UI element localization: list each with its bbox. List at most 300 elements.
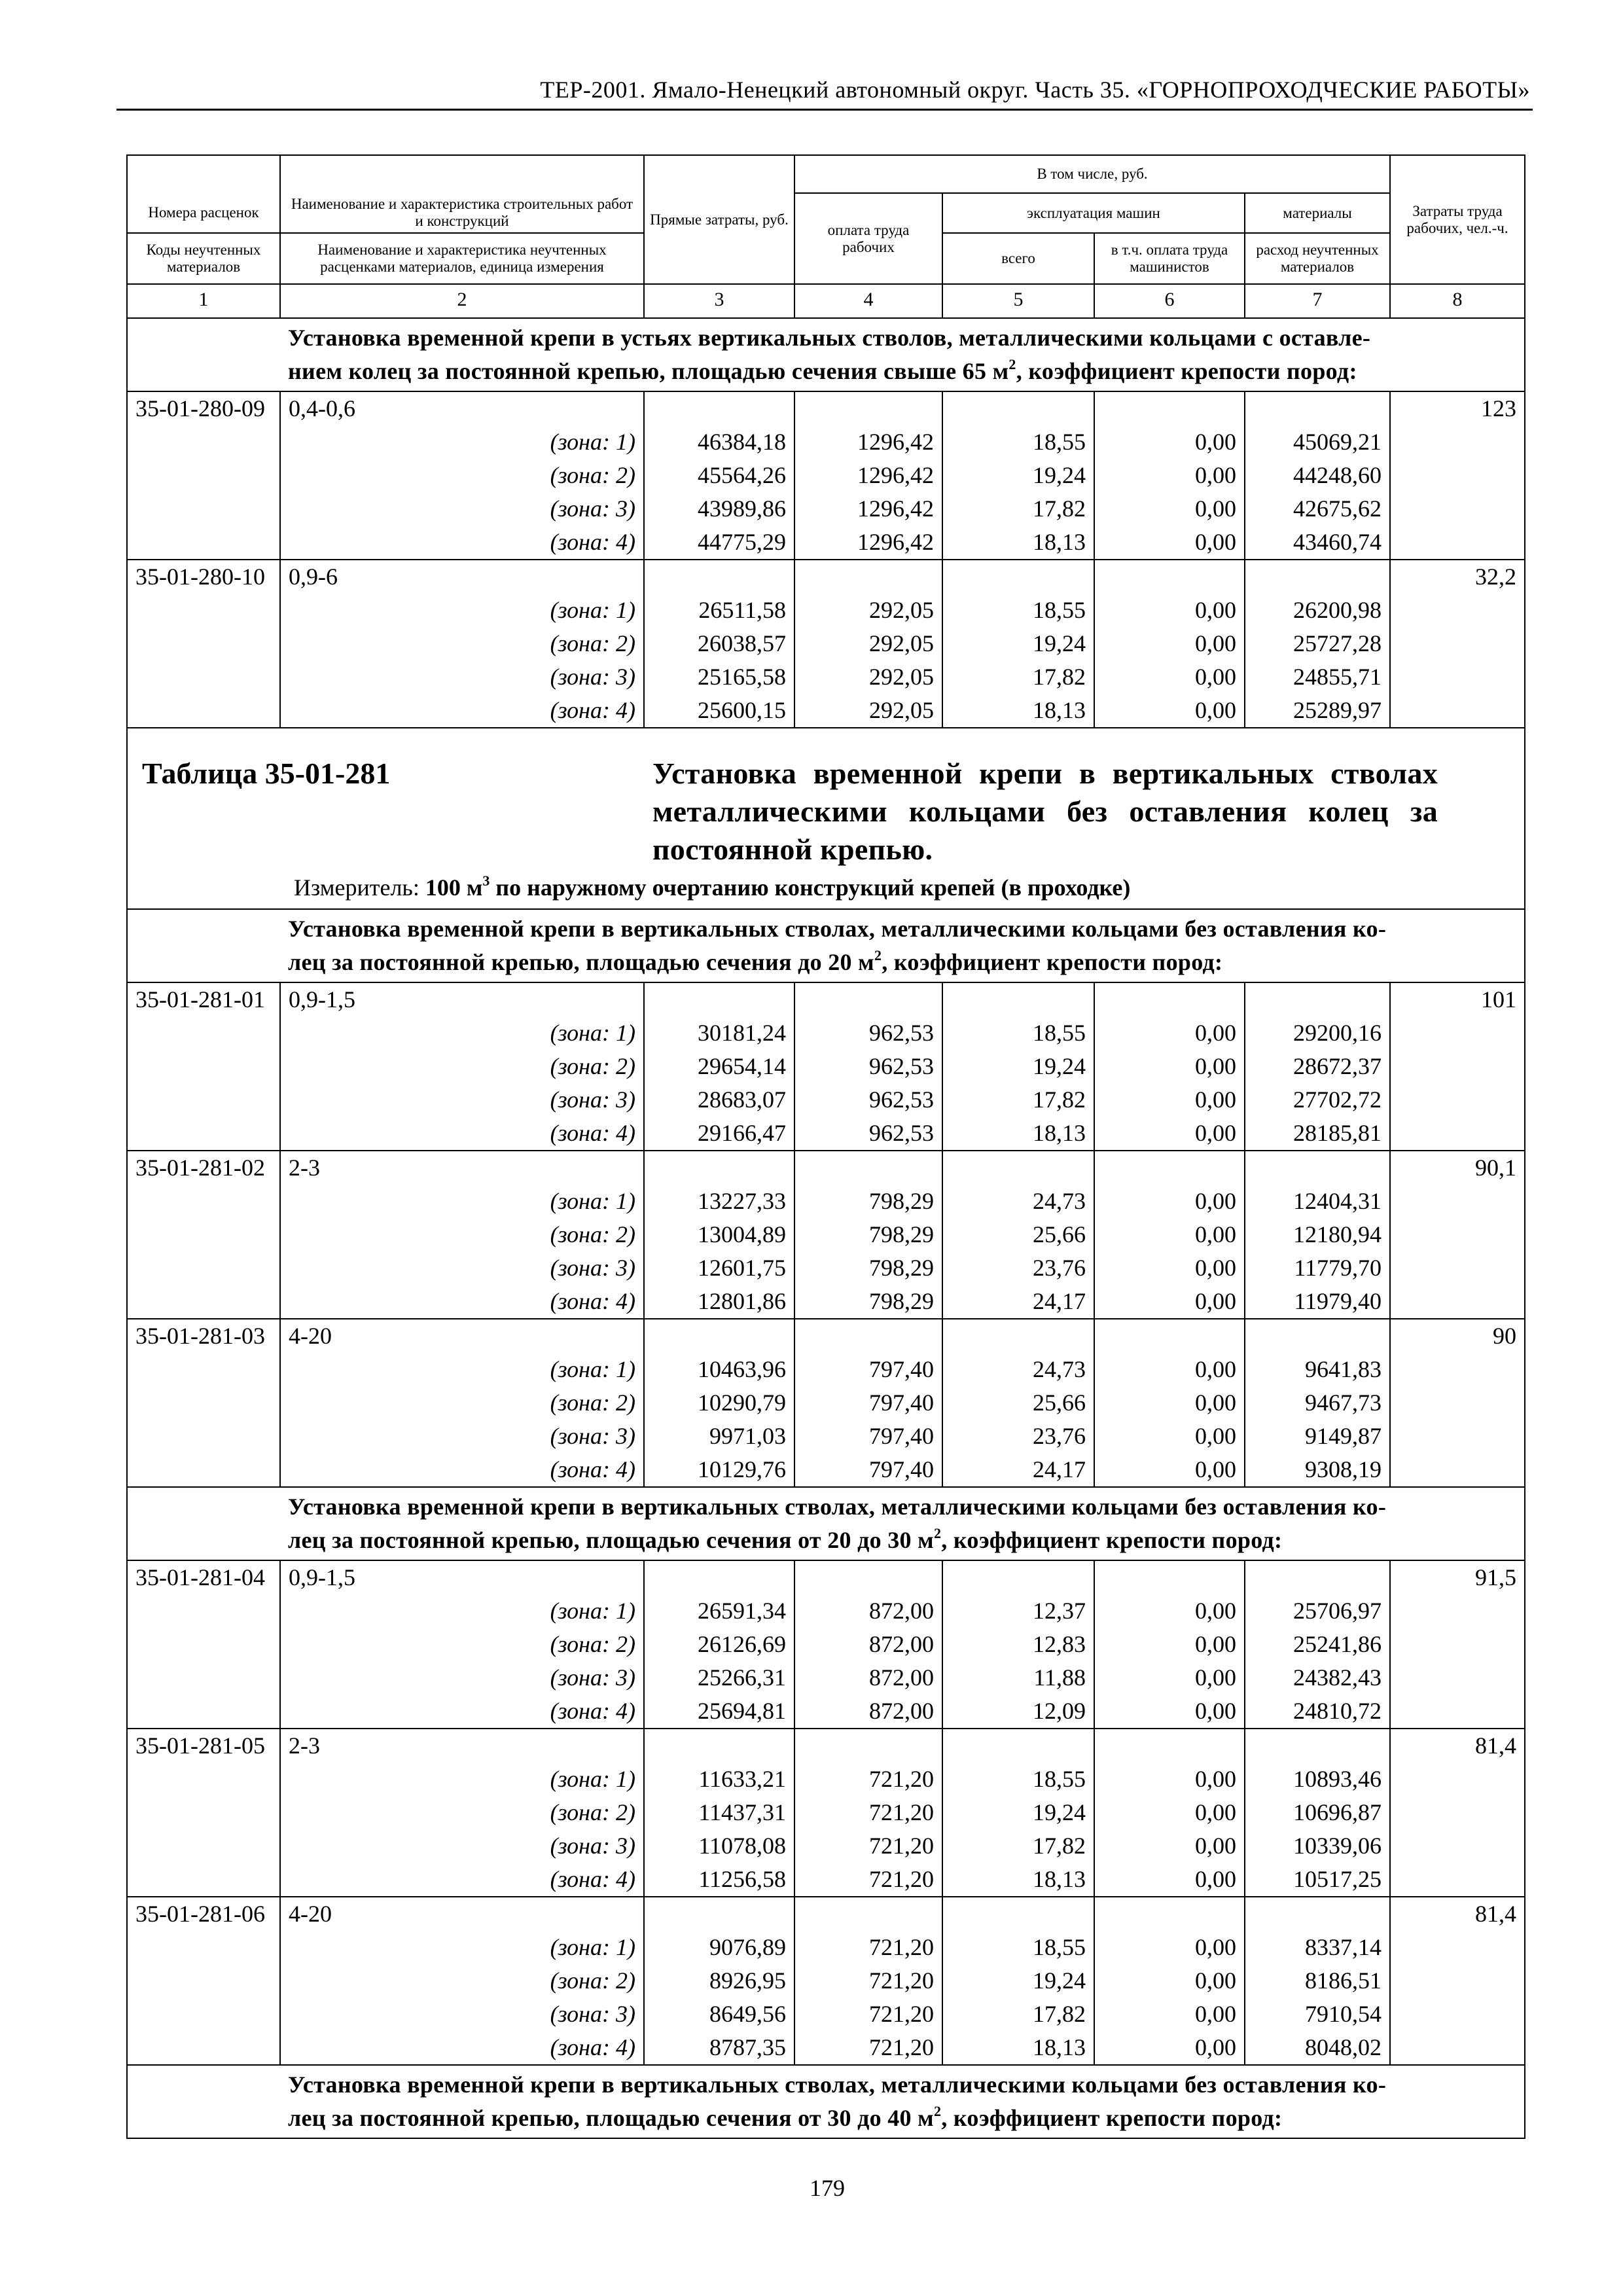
zone-row <box>127 1353 1525 1386</box>
machines-total: 17,82 <box>942 1998 1094 2031</box>
empty-cell <box>1390 1661 1525 1695</box>
empty-cell <box>127 1218 280 1251</box>
direct-cost: 11633,21 <box>644 1763 794 1796</box>
machinist-pay: 0,00 <box>1094 1695 1245 1729</box>
machinist-pay: 0,00 <box>1094 459 1245 492</box>
empty-cell <box>127 1353 280 1386</box>
zone-row <box>127 594 1525 627</box>
empty-cell <box>1094 1319 1245 1353</box>
empty-cell <box>1094 1560 1245 1594</box>
price-table <box>126 154 1525 2139</box>
empty-cell <box>1390 1218 1525 1251</box>
labor-cost: 101 <box>1390 982 1525 1016</box>
zone-label: (зона: 2) <box>280 1218 644 1251</box>
materials-cost: 11779,70 <box>1245 1251 1390 1285</box>
col-number: 5 <box>942 284 1094 318</box>
direct-cost: 30181,24 <box>644 1016 794 1050</box>
price-code: 35-01-281-06 <box>127 1897 280 1931</box>
machinist-pay: 0,00 <box>1094 1386 1245 1420</box>
header-direct-costs: Прямые затраты, руб. <box>644 155 794 284</box>
zone-label: (зона: 3) <box>280 1420 644 1453</box>
machinist-pay: 0,00 <box>1094 1829 1245 1863</box>
section-title <box>280 318 1525 391</box>
materials-cost: 10517,25 <box>1245 1863 1390 1897</box>
empty-cell <box>794 1560 942 1594</box>
machinist-pay: 0,00 <box>1094 492 1245 526</box>
price-row <box>127 1729 1525 1763</box>
zone-label: (зона: 3) <box>280 1251 644 1285</box>
zone-label: (зона: 4) <box>280 1285 644 1319</box>
empty-cell <box>1390 1016 1525 1050</box>
machines-total: 18,13 <box>942 1863 1094 1897</box>
zone-label: (зона: 2) <box>280 1628 644 1661</box>
zone-label: (зона: 2) <box>280 627 644 660</box>
table-title-line: Установка временной крепи в вертикальных стволах <box>652 757 1438 790</box>
labor-cost: 91,5 <box>1390 1560 1525 1594</box>
machines-total: 18,55 <box>942 1016 1094 1050</box>
empty-cell <box>942 1151 1094 1185</box>
col-number: 7 <box>1245 284 1390 318</box>
col-number: 4 <box>794 284 942 318</box>
price-name: 4-20 <box>280 1319 644 1353</box>
price-code: 35-01-280-09 <box>127 391 280 425</box>
empty-cell <box>127 459 280 492</box>
section-title-line: Установка временной крепи в вертикальных стволах, металлическими кольцами без оставления ко- <box>288 916 1387 942</box>
labor-cost: 32,2 <box>1390 560 1525 594</box>
machines-total: 12,83 <box>942 1628 1094 1661</box>
direct-cost: 12601,75 <box>644 1251 794 1285</box>
direct-cost: 13004,89 <box>644 1218 794 1251</box>
price-name: 2-3 <box>280 1729 644 1763</box>
zone-label: (зона: 4) <box>280 1695 644 1729</box>
empty-cell <box>127 1083 280 1117</box>
empty-cell <box>127 1931 280 1964</box>
machines-total: 17,82 <box>942 492 1094 526</box>
measure <box>141 871 1511 905</box>
materials-cost: 12404,31 <box>1245 1185 1390 1218</box>
labor-cost: 90 <box>1390 1319 1525 1353</box>
materials-cost: 9641,83 <box>1245 1353 1390 1386</box>
empty-cell <box>1094 391 1245 425</box>
materials-cost: 27702,72 <box>1245 1083 1390 1117</box>
empty-cell <box>127 492 280 526</box>
header-incl: В том числе, руб. <box>794 155 1390 193</box>
machinist-pay: 0,00 <box>1094 1016 1245 1050</box>
machines-total: 19,24 <box>942 1796 1094 1829</box>
machinist-pay: 0,00 <box>1094 1420 1245 1453</box>
section-row <box>127 1487 1525 1560</box>
zone-label: (зона: 3) <box>280 1998 644 2031</box>
table-title <box>652 755 1511 869</box>
machinist-pay: 0,00 <box>1094 1796 1245 1829</box>
section-title-line: Установка временной крепи в устьях вертикальных стволов, металлическими кольцами с оставле- <box>288 325 1371 351</box>
price-row <box>127 391 1525 425</box>
section-title-line: лец за постоянной крепью, площадью сечения до 20 м <box>288 949 874 975</box>
machines-total: 11,88 <box>942 1661 1094 1695</box>
worker-pay: 798,29 <box>794 1285 942 1319</box>
zone-row <box>127 1453 1525 1487</box>
section-title <box>280 909 1525 982</box>
machinist-pay: 0,00 <box>1094 1964 1245 1998</box>
materials-cost: 42675,62 <box>1245 492 1390 526</box>
section-title-line: , коэффициент крепости пород: <box>941 1527 1283 1553</box>
price-name: 0,9-6 <box>280 560 644 594</box>
machinist-pay: 0,00 <box>1094 1185 1245 1218</box>
empty-cell <box>1390 1185 1525 1218</box>
zone-row <box>127 660 1525 694</box>
worker-pay: 797,40 <box>794 1386 942 1420</box>
empty-cell <box>644 1729 794 1763</box>
empty-cell <box>1390 492 1525 526</box>
direct-cost: 44775,29 <box>644 526 794 560</box>
empty-cell <box>794 1151 942 1185</box>
zone-label: (зона: 1) <box>280 1594 644 1628</box>
zone-row <box>127 1016 1525 1050</box>
zone-label: (зона: 3) <box>280 1829 644 1863</box>
worker-pay: 292,05 <box>794 694 942 728</box>
direct-cost: 46384,18 <box>644 425 794 459</box>
machinist-pay: 0,00 <box>1094 694 1245 728</box>
zone-row <box>127 459 1525 492</box>
worker-pay: 721,20 <box>794 2031 942 2065</box>
section-title-line: , коэффициент крепости пород: <box>941 2105 1283 2131</box>
empty-cell <box>1390 1628 1525 1661</box>
worker-pay: 721,20 <box>794 1931 942 1964</box>
direct-cost: 13227,33 <box>644 1185 794 1218</box>
empty-cell <box>1390 1386 1525 1420</box>
machines-total: 19,24 <box>942 459 1094 492</box>
empty-cell <box>1390 1829 1525 1863</box>
empty-cell <box>1390 1420 1525 1453</box>
empty-cell <box>127 425 280 459</box>
section-title-line: Установка временной крепи в вертикальных стволах, металлическими кольцами без оставления ко- <box>288 2072 1387 2098</box>
empty-cell <box>1390 1453 1525 1487</box>
zone-row <box>127 694 1525 728</box>
empty-cell <box>127 1628 280 1661</box>
header-work-name: Наименование и характеристика строительных работ и конструкций <box>280 193 644 233</box>
materials-cost: 26200,98 <box>1245 594 1390 627</box>
materials-cost: 44248,60 <box>1245 459 1390 492</box>
empty-cell <box>1094 982 1245 1016</box>
price-row <box>127 560 1525 594</box>
empty-cell <box>127 594 280 627</box>
empty-cell <box>794 560 942 594</box>
zone-label: (зона: 2) <box>280 459 644 492</box>
direct-cost: 10463,96 <box>644 1353 794 1386</box>
col-number: 8 <box>1390 284 1525 318</box>
measure-unit: 100 м <box>425 874 483 901</box>
worker-pay: 721,20 <box>794 1796 942 1829</box>
worker-pay: 292,05 <box>794 660 942 694</box>
zone-label: (зона: 1) <box>280 594 644 627</box>
empty-cell <box>1245 1897 1390 1931</box>
machines-total: 18,13 <box>942 2031 1094 2065</box>
empty-cell <box>1390 1251 1525 1285</box>
empty-cell <box>1245 1560 1390 1594</box>
empty-cell <box>127 1050 280 1083</box>
zone-row <box>127 1185 1525 1218</box>
materials-cost: 24382,43 <box>1245 1661 1390 1695</box>
empty-cell <box>942 1897 1094 1931</box>
machines-total: 24,17 <box>942 1285 1094 1319</box>
header-worker-pay: оплата труда рабочих <box>794 193 942 284</box>
labor-cost: 123 <box>1390 391 1525 425</box>
materials-cost: 24855,71 <box>1245 660 1390 694</box>
worker-pay: 721,20 <box>794 1964 942 1998</box>
empty-cell <box>644 1560 794 1594</box>
zone-label: (зона: 1) <box>280 425 644 459</box>
empty-cell <box>1390 526 1525 560</box>
zone-row <box>127 1251 1525 1285</box>
machines-total: 25,66 <box>942 1386 1094 1420</box>
empty-cell <box>1390 1763 1525 1796</box>
worker-pay: 962,53 <box>794 1016 942 1050</box>
machinist-pay: 0,00 <box>1094 1661 1245 1695</box>
zone-row <box>127 425 1525 459</box>
machines-total: 24,73 <box>942 1353 1094 1386</box>
col-number: 2 <box>280 284 644 318</box>
direct-cost: 25600,15 <box>644 694 794 728</box>
empty-cell <box>1390 1964 1525 1998</box>
zone-label: (зона: 4) <box>280 694 644 728</box>
worker-pay: 962,53 <box>794 1050 942 1083</box>
materials-cost: 45069,21 <box>1245 425 1390 459</box>
empty-cell <box>1245 1319 1390 1353</box>
empty-cell <box>127 1594 280 1628</box>
zone-row <box>127 1695 1525 1729</box>
machinist-pay: 0,00 <box>1094 1453 1245 1487</box>
empty-cell <box>1390 1931 1525 1964</box>
worker-pay: 962,53 <box>794 1117 942 1151</box>
machinist-pay: 0,00 <box>1094 2031 1245 2065</box>
machines-total: 23,76 <box>942 1251 1094 1285</box>
section-title-line: , коэффициент крепости пород: <box>1016 358 1357 384</box>
direct-cost: 10129,76 <box>644 1453 794 1487</box>
zone-row <box>127 627 1525 660</box>
empty-cell <box>1390 1695 1525 1729</box>
empty-cell <box>1390 1998 1525 2031</box>
zone-row <box>127 1594 1525 1628</box>
empty-cell <box>1094 1151 1245 1185</box>
zone-label: (зона: 1) <box>280 1763 644 1796</box>
machinist-pay: 0,00 <box>1094 1628 1245 1661</box>
direct-cost: 10290,79 <box>644 1386 794 1420</box>
direct-cost: 8787,35 <box>644 2031 794 2065</box>
table-title-block <box>127 728 1525 909</box>
empty-cell <box>127 1251 280 1285</box>
materials-cost: 9308,19 <box>1245 1453 1390 1487</box>
zone-row <box>127 1083 1525 1117</box>
worker-pay: 721,20 <box>794 1998 942 2031</box>
zone-label: (зона: 4) <box>280 1453 644 1487</box>
empty-cell <box>1245 1151 1390 1185</box>
superscript: 2 <box>933 1525 942 1541</box>
col-number: 3 <box>644 284 794 318</box>
zone-label: (зона: 3) <box>280 1661 644 1695</box>
price-name: 0,9-1,5 <box>280 982 644 1016</box>
empty-cell <box>1245 1729 1390 1763</box>
header-material-usage: расход неучтенных материалов <box>1245 233 1390 284</box>
empty-cell <box>127 1661 280 1695</box>
zone-label: (зона: 4) <box>280 1863 644 1897</box>
empty-cell <box>644 982 794 1016</box>
empty-cell <box>644 1151 794 1185</box>
col-number: 1 <box>127 284 280 318</box>
worker-pay: 872,00 <box>794 1661 942 1695</box>
price-row <box>127 982 1525 1016</box>
empty-cell <box>127 1863 280 1897</box>
direct-cost: 43989,86 <box>644 492 794 526</box>
worker-pay: 872,00 <box>794 1594 942 1628</box>
empty-cell <box>1390 1117 1525 1151</box>
header-machines-total: всего <box>942 233 1094 284</box>
measure-desc: по наружному очертанию конструкций крепей (в проходке) <box>490 874 1131 901</box>
zone-row <box>127 2031 1525 2065</box>
direct-cost: 12801,86 <box>644 1285 794 1319</box>
empty-cell <box>127 1998 280 2031</box>
machines-total: 18,55 <box>942 594 1094 627</box>
machines-total: 19,24 <box>942 627 1094 660</box>
empty-cell <box>1390 1050 1525 1083</box>
empty-cell <box>127 1016 280 1050</box>
materials-cost: 9467,73 <box>1245 1386 1390 1420</box>
price-code: 35-01-280-10 <box>127 560 280 594</box>
machines-total: 18,13 <box>942 1117 1094 1151</box>
zone-row <box>127 492 1525 526</box>
worker-pay: 292,05 <box>794 627 942 660</box>
empty-cell <box>942 391 1094 425</box>
empty-cell <box>1390 694 1525 728</box>
materials-cost: 10339,06 <box>1245 1829 1390 1863</box>
machines-total: 12,37 <box>942 1594 1094 1628</box>
machinist-pay: 0,00 <box>1094 425 1245 459</box>
header-labor-costs: Затраты труда рабочих, чел.-ч. <box>1390 155 1525 284</box>
machinist-pay: 0,00 <box>1094 1763 1245 1796</box>
page-number: 179 <box>810 2175 845 2201</box>
header-machines: эксплуатация машин <box>942 193 1245 233</box>
worker-pay: 797,40 <box>794 1420 942 1453</box>
machines-total: 23,76 <box>942 1420 1094 1453</box>
empty-cell <box>127 1453 280 1487</box>
worker-pay: 797,40 <box>794 1353 942 1386</box>
superscript: 2 <box>933 2103 942 2119</box>
materials-cost: 29200,16 <box>1245 1016 1390 1050</box>
zone-label: (зона: 1) <box>280 1016 644 1050</box>
price-row <box>127 1151 1525 1185</box>
direct-cost: 11078,08 <box>644 1829 794 1863</box>
section-title <box>280 2065 1525 2138</box>
machinist-pay: 0,00 <box>1094 1285 1245 1319</box>
materials-cost: 8048,02 <box>1245 2031 1390 2065</box>
materials-cost: 43460,74 <box>1245 526 1390 560</box>
materials-cost: 9149,87 <box>1245 1420 1390 1453</box>
materials-cost: 25706,97 <box>1245 1594 1390 1628</box>
empty-cell <box>127 1829 280 1863</box>
worker-pay: 1296,42 <box>794 492 942 526</box>
empty-cell <box>1094 560 1245 594</box>
machines-total: 24,17 <box>942 1453 1094 1487</box>
machinist-pay: 0,00 <box>1094 1117 1245 1151</box>
materials-cost: 10893,46 <box>1245 1763 1390 1796</box>
empty-cell <box>942 1729 1094 1763</box>
labor-cost: 81,4 <box>1390 1897 1525 1931</box>
materials-cost: 25727,28 <box>1245 627 1390 660</box>
labor-cost: 81,4 <box>1390 1729 1525 1763</box>
empty-cell <box>1390 1594 1525 1628</box>
empty-cell <box>794 1319 942 1353</box>
machines-total: 12,09 <box>942 1695 1094 1729</box>
col-number: 6 <box>1094 284 1245 318</box>
table-title-line: постоянной крепью. <box>652 833 933 866</box>
machines-total: 24,73 <box>942 1185 1094 1218</box>
machines-total: 17,82 <box>942 1083 1094 1117</box>
direct-cost: 25266,31 <box>644 1661 794 1695</box>
empty-cell <box>1245 982 1390 1016</box>
empty-cell <box>1390 2031 1525 2065</box>
direct-cost: 26126,69 <box>644 1628 794 1661</box>
machines-total: 25,66 <box>942 1218 1094 1251</box>
machines-total: 18,55 <box>942 1763 1094 1796</box>
empty-cell <box>127 1420 280 1453</box>
materials-cost: 7910,54 <box>1245 1998 1390 2031</box>
empty-cell <box>1245 560 1390 594</box>
header-material-name: Наименование и характеристика неучтенных расценками материалов, единица измерения <box>280 233 644 284</box>
machinist-pay: 0,00 <box>1094 1863 1245 1897</box>
header-col2-blank <box>280 155 644 193</box>
zone-label: (зона: 2) <box>280 1964 644 1998</box>
worker-pay: 1296,42 <box>794 459 942 492</box>
header-material-codes: Коды неучтенных материалов <box>127 233 280 284</box>
worker-pay: 721,20 <box>794 1863 942 1897</box>
zone-row <box>127 1964 1525 1998</box>
machines-total: 18,55 <box>942 1931 1094 1964</box>
machines-total: 19,24 <box>942 1964 1094 1998</box>
price-code: 35-01-281-02 <box>127 1151 280 1185</box>
empty-cell <box>942 1560 1094 1594</box>
zone-label: (зона: 2) <box>280 1386 644 1420</box>
empty-cell <box>127 1386 280 1420</box>
section-title-line: нием колец за постоянной крепью, площадью сечения свыше 65 м <box>288 358 1009 384</box>
price-code: 35-01-281-05 <box>127 1729 280 1763</box>
zone-label: (зона: 4) <box>280 526 644 560</box>
empty-cell <box>1390 425 1525 459</box>
zone-label: (зона: 3) <box>280 1083 644 1117</box>
measure-label: Измеритель: <box>294 874 425 901</box>
zone-row <box>127 526 1525 560</box>
empty-cell <box>942 982 1094 1016</box>
machines-total: 18,13 <box>942 694 1094 728</box>
table-title-line: металлическими кольцами без оставления колец за <box>652 795 1438 828</box>
direct-cost: 28683,07 <box>644 1083 794 1117</box>
superscript: 3 <box>482 872 490 889</box>
header-materials: материалы <box>1245 193 1390 233</box>
zone-row <box>127 1829 1525 1863</box>
materials-cost: 25241,86 <box>1245 1628 1390 1661</box>
section-row <box>127 909 1525 982</box>
direct-cost: 25694,81 <box>644 1695 794 1729</box>
price-code: 35-01-281-01 <box>127 982 280 1016</box>
zone-label: (зона: 2) <box>280 1796 644 1829</box>
materials-cost: 8186,51 <box>1245 1964 1390 1998</box>
empty-cell <box>127 1117 280 1151</box>
running-header-text: ТЕР-2001. Ямало-Ненецкий автономный округ. Часть 35. «ГОРНОПРОХОДЧЕСКИЕ РАБОТЫ» <box>540 77 1530 103</box>
zone-label: (зона: 1) <box>280 1353 644 1386</box>
worker-pay: 962,53 <box>794 1083 942 1117</box>
zone-row <box>127 1998 1525 2031</box>
superscript: 2 <box>874 947 882 963</box>
machinist-pay: 0,00 <box>1094 1931 1245 1964</box>
worker-pay: 721,20 <box>794 1763 942 1796</box>
